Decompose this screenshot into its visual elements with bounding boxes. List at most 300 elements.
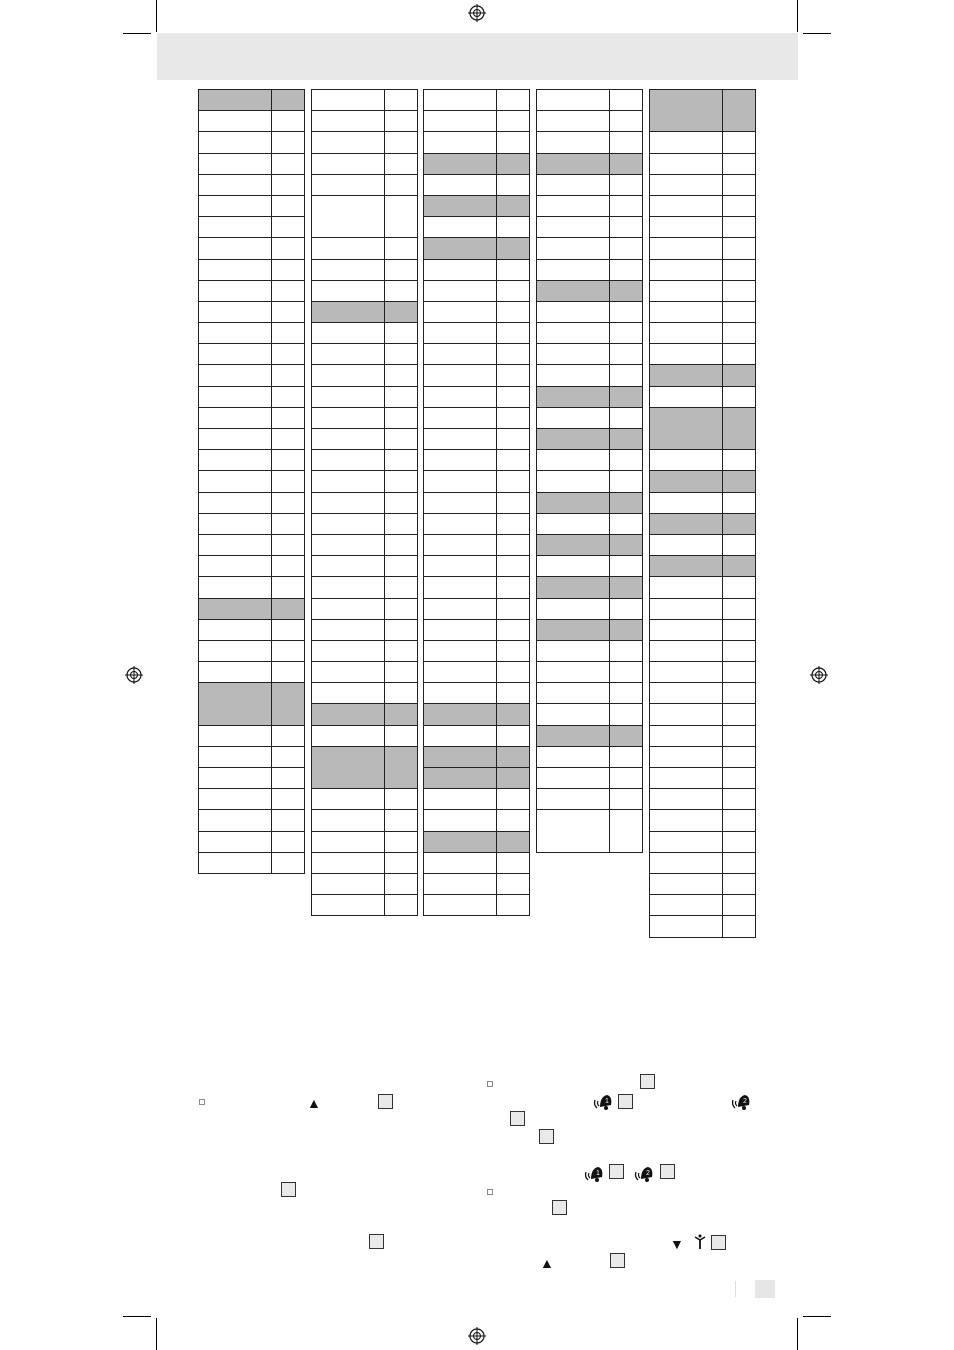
city-name-cell bbox=[312, 725, 385, 746]
city-code-cell bbox=[610, 259, 643, 280]
square-bullet-icon bbox=[487, 1081, 493, 1087]
city-code-cell bbox=[610, 153, 643, 174]
city-code-cell bbox=[723, 852, 756, 873]
table-row bbox=[199, 217, 305, 238]
city-name-cell bbox=[650, 662, 723, 683]
city-code-cell bbox=[723, 365, 756, 386]
city-code-cell bbox=[497, 174, 530, 195]
table-row bbox=[650, 195, 756, 216]
city-name-cell bbox=[312, 365, 385, 386]
city-name-cell bbox=[312, 492, 385, 513]
city-name-cell bbox=[537, 344, 610, 365]
city-code-cell bbox=[497, 789, 530, 810]
city-name-cell bbox=[650, 90, 723, 132]
city-code-cell bbox=[385, 323, 418, 344]
city-name-cell bbox=[537, 153, 610, 174]
city-code-cell bbox=[385, 259, 418, 280]
table-row bbox=[650, 768, 756, 789]
city-code-cell bbox=[385, 619, 418, 640]
table-row bbox=[424, 598, 530, 619]
table-row bbox=[650, 217, 756, 238]
city-code-cell bbox=[272, 217, 305, 238]
city-code-cell bbox=[723, 789, 756, 810]
city-name-cell bbox=[424, 852, 497, 873]
city-code-cell bbox=[497, 407, 530, 428]
table-row bbox=[650, 746, 756, 767]
city-code-cell bbox=[723, 344, 756, 365]
city-name-cell bbox=[537, 789, 610, 810]
table-row bbox=[424, 662, 530, 683]
table-row bbox=[312, 725, 418, 746]
city-name-cell bbox=[537, 513, 610, 534]
table-row bbox=[537, 746, 643, 767]
city-name-cell bbox=[537, 534, 610, 555]
city-table-3 bbox=[423, 89, 530, 916]
table-row bbox=[424, 90, 530, 111]
table-row bbox=[199, 789, 305, 810]
city-name-cell bbox=[650, 301, 723, 322]
table-row bbox=[650, 280, 756, 301]
table-row bbox=[312, 323, 418, 344]
city-code-cell bbox=[497, 238, 530, 259]
city-code-cell bbox=[497, 90, 530, 111]
city-name-cell bbox=[537, 492, 610, 513]
city-code-cell bbox=[272, 238, 305, 259]
city-code-cell bbox=[610, 365, 643, 386]
table-row bbox=[312, 492, 418, 513]
table-row bbox=[312, 598, 418, 619]
city-code-cell bbox=[497, 768, 530, 789]
city-code-cell bbox=[272, 174, 305, 195]
table-row bbox=[424, 683, 530, 704]
city-code-cell bbox=[497, 492, 530, 513]
city-name-cell bbox=[312, 174, 385, 195]
city-name-cell bbox=[650, 556, 723, 577]
city-name-cell bbox=[424, 704, 497, 725]
table-row bbox=[199, 640, 305, 661]
city-code-cell bbox=[497, 640, 530, 661]
table-row bbox=[312, 534, 418, 555]
city-name-cell bbox=[312, 153, 385, 174]
city-code-cell bbox=[610, 662, 643, 683]
city-name-cell bbox=[537, 768, 610, 789]
city-code-cell bbox=[385, 111, 418, 132]
table-row bbox=[537, 429, 643, 450]
key-button-icon bbox=[369, 1234, 384, 1249]
city-name-cell bbox=[537, 429, 610, 450]
table-row bbox=[312, 704, 418, 725]
table-row bbox=[312, 259, 418, 280]
city-code-cell bbox=[497, 386, 530, 407]
page-number bbox=[755, 1280, 775, 1298]
city-code-cell bbox=[610, 683, 643, 704]
table-row bbox=[312, 450, 418, 471]
table-row bbox=[537, 386, 643, 407]
city-name-cell bbox=[424, 534, 497, 555]
city-name-cell bbox=[537, 217, 610, 238]
city-code-cell bbox=[497, 111, 530, 132]
city-code-cell bbox=[272, 852, 305, 873]
city-name-cell bbox=[650, 238, 723, 259]
city-name-cell bbox=[199, 789, 272, 810]
city-code-cell bbox=[610, 407, 643, 428]
table-row bbox=[424, 640, 530, 661]
table-row bbox=[312, 365, 418, 386]
city-name-cell bbox=[650, 852, 723, 873]
city-code-cell bbox=[723, 471, 756, 492]
table-row bbox=[424, 111, 530, 132]
city-code-cell bbox=[610, 111, 643, 132]
table-row bbox=[650, 407, 756, 449]
city-code-cell bbox=[610, 725, 643, 746]
city-code-cell bbox=[385, 577, 418, 598]
table-row bbox=[199, 386, 305, 407]
city-code-cell bbox=[723, 704, 756, 725]
table-row bbox=[424, 768, 530, 789]
city-code-cell bbox=[272, 386, 305, 407]
key-button-icon bbox=[378, 1094, 393, 1109]
table-row bbox=[537, 90, 643, 111]
table-row bbox=[650, 725, 756, 746]
table-row bbox=[650, 174, 756, 195]
table-row bbox=[537, 577, 643, 598]
up-triangle-icon: ▲ bbox=[540, 1255, 554, 1271]
registration-mark-icon bbox=[468, 1327, 486, 1345]
table-row bbox=[199, 132, 305, 153]
city-name-cell bbox=[424, 873, 497, 894]
table-row bbox=[424, 831, 530, 852]
key-button-icon bbox=[640, 1074, 655, 1089]
city-name-cell bbox=[199, 153, 272, 174]
city-name-cell bbox=[199, 195, 272, 216]
svg-text:2: 2 bbox=[743, 1098, 747, 1105]
table-row bbox=[312, 429, 418, 450]
table-row bbox=[312, 90, 418, 111]
city-name-cell bbox=[199, 683, 272, 725]
table-row bbox=[199, 90, 305, 111]
city-code-cell bbox=[385, 895, 418, 916]
city-code-cell bbox=[723, 238, 756, 259]
table-row bbox=[199, 365, 305, 386]
table-row bbox=[650, 916, 756, 937]
city-code-cell bbox=[385, 873, 418, 894]
city-code-cell bbox=[497, 471, 530, 492]
city-code-cell bbox=[723, 831, 756, 852]
city-code-cell bbox=[723, 534, 756, 555]
table-row bbox=[650, 238, 756, 259]
table-row bbox=[312, 174, 418, 195]
table-row bbox=[312, 852, 418, 873]
city-code-cell bbox=[610, 556, 643, 577]
city-name-cell bbox=[199, 513, 272, 534]
table-row bbox=[199, 238, 305, 259]
table-row bbox=[199, 280, 305, 301]
city-code-cell bbox=[272, 810, 305, 831]
city-name-cell bbox=[199, 810, 272, 831]
city-code-cell bbox=[723, 873, 756, 894]
table-row bbox=[537, 111, 643, 132]
table-row bbox=[537, 301, 643, 322]
table-row bbox=[537, 492, 643, 513]
city-name-cell bbox=[537, 662, 610, 683]
city-code-cell bbox=[385, 852, 418, 873]
city-name-cell bbox=[650, 217, 723, 238]
city-code-cell bbox=[610, 386, 643, 407]
city-name-cell bbox=[537, 238, 610, 259]
city-code-cell bbox=[272, 746, 305, 767]
city-name-cell bbox=[424, 768, 497, 789]
city-code-cell bbox=[272, 662, 305, 683]
city-name-cell bbox=[650, 768, 723, 789]
table-row bbox=[199, 746, 305, 767]
table-row bbox=[199, 662, 305, 683]
table-row bbox=[650, 301, 756, 322]
city-name-cell bbox=[424, 195, 497, 216]
city-name-cell bbox=[312, 280, 385, 301]
city-name-cell bbox=[424, 619, 497, 640]
header-band bbox=[157, 33, 798, 80]
table-row bbox=[650, 640, 756, 661]
key-button-icon bbox=[539, 1129, 554, 1144]
city-name-cell bbox=[537, 746, 610, 767]
table-row bbox=[312, 831, 418, 852]
city-name-cell bbox=[537, 111, 610, 132]
city-name-cell bbox=[199, 534, 272, 555]
city-code-cell bbox=[497, 153, 530, 174]
city-code-cell bbox=[272, 111, 305, 132]
city-code-cell bbox=[610, 789, 643, 810]
city-code-cell bbox=[272, 259, 305, 280]
city-code-cell bbox=[723, 492, 756, 513]
table-row bbox=[424, 619, 530, 640]
table-row bbox=[424, 852, 530, 873]
city-code-cell bbox=[610, 640, 643, 661]
city-code-cell bbox=[385, 704, 418, 725]
key-button-icon bbox=[281, 1182, 296, 1197]
city-name-cell bbox=[199, 619, 272, 640]
table-row bbox=[537, 662, 643, 683]
city-code-cell bbox=[610, 471, 643, 492]
city-name-cell bbox=[199, 556, 272, 577]
table-row bbox=[199, 195, 305, 216]
city-code-cell bbox=[497, 195, 530, 216]
table-row bbox=[650, 386, 756, 407]
city-name-cell bbox=[650, 153, 723, 174]
city-code-cell bbox=[385, 640, 418, 661]
city-name-cell bbox=[650, 704, 723, 725]
city-code-cell bbox=[497, 725, 530, 746]
table-row bbox=[650, 534, 756, 555]
table-row bbox=[199, 174, 305, 195]
table-row bbox=[650, 153, 756, 174]
table-row bbox=[199, 471, 305, 492]
registration-mark-icon bbox=[468, 4, 486, 22]
table-row bbox=[650, 513, 756, 534]
table-row bbox=[312, 683, 418, 704]
city-code-cell bbox=[610, 598, 643, 619]
table-row bbox=[424, 577, 530, 598]
city-name-cell bbox=[199, 174, 272, 195]
table-row bbox=[312, 238, 418, 259]
table-row bbox=[312, 810, 418, 831]
city-name-cell bbox=[199, 217, 272, 238]
city-name-cell bbox=[537, 90, 610, 111]
city-name-cell bbox=[650, 789, 723, 810]
city-code-cell bbox=[385, 280, 418, 301]
table-row bbox=[424, 534, 530, 555]
table-row bbox=[199, 407, 305, 428]
table-row bbox=[537, 640, 643, 661]
table-row bbox=[312, 619, 418, 640]
table-row bbox=[424, 217, 530, 238]
city-name-cell bbox=[424, 895, 497, 916]
city-name-cell bbox=[424, 280, 497, 301]
city-code-cell bbox=[385, 556, 418, 577]
city-code-cell bbox=[272, 429, 305, 450]
city-name-cell bbox=[199, 344, 272, 365]
city-code-cell bbox=[272, 365, 305, 386]
city-name-cell bbox=[312, 789, 385, 810]
table-row bbox=[424, 725, 530, 746]
city-code-cell bbox=[385, 725, 418, 746]
city-name-cell bbox=[424, 90, 497, 111]
city-code-cell bbox=[385, 513, 418, 534]
city-code-cell bbox=[272, 683, 305, 725]
city-name-cell bbox=[537, 386, 610, 407]
city-name-cell bbox=[650, 640, 723, 661]
city-name-cell bbox=[650, 195, 723, 216]
city-name-cell bbox=[424, 429, 497, 450]
table-row bbox=[312, 132, 418, 153]
city-name-cell bbox=[312, 852, 385, 873]
table-row bbox=[424, 450, 530, 471]
table-row bbox=[199, 450, 305, 471]
table-row bbox=[312, 873, 418, 894]
city-name-cell bbox=[537, 323, 610, 344]
city-code-cell bbox=[723, 323, 756, 344]
city-name-cell bbox=[312, 831, 385, 852]
crop-mark bbox=[156, 1318, 157, 1350]
city-code-cell bbox=[610, 132, 643, 153]
city-code-cell bbox=[385, 746, 418, 788]
table-row bbox=[312, 789, 418, 810]
city-code-cell bbox=[497, 831, 530, 852]
city-name-cell bbox=[650, 895, 723, 916]
key-button-icon bbox=[610, 1253, 625, 1268]
city-code-cell bbox=[385, 301, 418, 322]
city-name-cell bbox=[650, 407, 723, 449]
city-name-cell bbox=[650, 916, 723, 937]
city-name-cell bbox=[537, 471, 610, 492]
table-row bbox=[424, 895, 530, 916]
city-code-cell bbox=[723, 195, 756, 216]
crop-mark bbox=[797, 1318, 798, 1350]
city-name-cell bbox=[312, 598, 385, 619]
city-name-cell bbox=[650, 132, 723, 153]
key-button-icon bbox=[660, 1164, 675, 1179]
city-name-cell bbox=[650, 280, 723, 301]
table-row bbox=[312, 407, 418, 428]
table-row bbox=[650, 323, 756, 344]
city-code-cell bbox=[385, 450, 418, 471]
city-name-cell bbox=[424, 238, 497, 259]
city-name-cell bbox=[650, 619, 723, 640]
city-name-cell bbox=[199, 577, 272, 598]
table-row bbox=[537, 768, 643, 789]
antenna-icon bbox=[693, 1234, 707, 1250]
table-row bbox=[650, 259, 756, 280]
registration-mark-icon bbox=[810, 666, 828, 684]
table-row bbox=[312, 195, 418, 237]
city-name-cell bbox=[312, 195, 385, 237]
table-row bbox=[424, 195, 530, 216]
table-row bbox=[312, 895, 418, 916]
table-row bbox=[537, 683, 643, 704]
city-code-cell bbox=[610, 450, 643, 471]
city-code-cell bbox=[497, 429, 530, 450]
city-code-cell bbox=[723, 916, 756, 937]
city-table-5 bbox=[649, 89, 756, 938]
table-row bbox=[537, 259, 643, 280]
city-name-cell bbox=[199, 259, 272, 280]
city-name-cell bbox=[424, 365, 497, 386]
city-name-cell bbox=[199, 132, 272, 153]
city-name-cell bbox=[537, 810, 610, 852]
table-row bbox=[199, 556, 305, 577]
city-name-cell bbox=[650, 577, 723, 598]
table-row bbox=[424, 789, 530, 810]
city-name-cell bbox=[199, 323, 272, 344]
table-row bbox=[199, 810, 305, 831]
city-name-cell bbox=[424, 746, 497, 767]
city-code-cell bbox=[272, 789, 305, 810]
city-code-cell bbox=[610, 238, 643, 259]
table-row bbox=[424, 153, 530, 174]
table-row bbox=[199, 619, 305, 640]
city-code-cell bbox=[497, 344, 530, 365]
alarm-bell-icon bbox=[730, 1090, 752, 1112]
table-row bbox=[650, 873, 756, 894]
city-code-cell bbox=[272, 280, 305, 301]
city-name-cell bbox=[537, 407, 610, 428]
table-row bbox=[650, 831, 756, 852]
city-code-cell bbox=[272, 492, 305, 513]
table-row bbox=[650, 598, 756, 619]
city-code-cell bbox=[610, 344, 643, 365]
city-table-1 bbox=[198, 89, 305, 874]
city-code-cell bbox=[610, 323, 643, 344]
city-code-cell bbox=[385, 153, 418, 174]
city-code-cell bbox=[497, 259, 530, 280]
table-row bbox=[199, 831, 305, 852]
city-code-cell bbox=[610, 429, 643, 450]
table-row bbox=[312, 746, 418, 788]
city-name-cell bbox=[199, 450, 272, 471]
city-name-cell bbox=[312, 662, 385, 683]
city-name-cell bbox=[199, 407, 272, 428]
table-row bbox=[650, 683, 756, 704]
city-name-cell bbox=[199, 746, 272, 767]
city-code-cell bbox=[272, 471, 305, 492]
city-code-cell bbox=[610, 280, 643, 301]
key-button-icon bbox=[552, 1200, 567, 1215]
table-row bbox=[199, 852, 305, 873]
city-name-cell bbox=[199, 598, 272, 619]
city-name-cell bbox=[650, 174, 723, 195]
city-code-cell bbox=[497, 852, 530, 873]
table-row bbox=[312, 386, 418, 407]
city-code-cell bbox=[497, 280, 530, 301]
